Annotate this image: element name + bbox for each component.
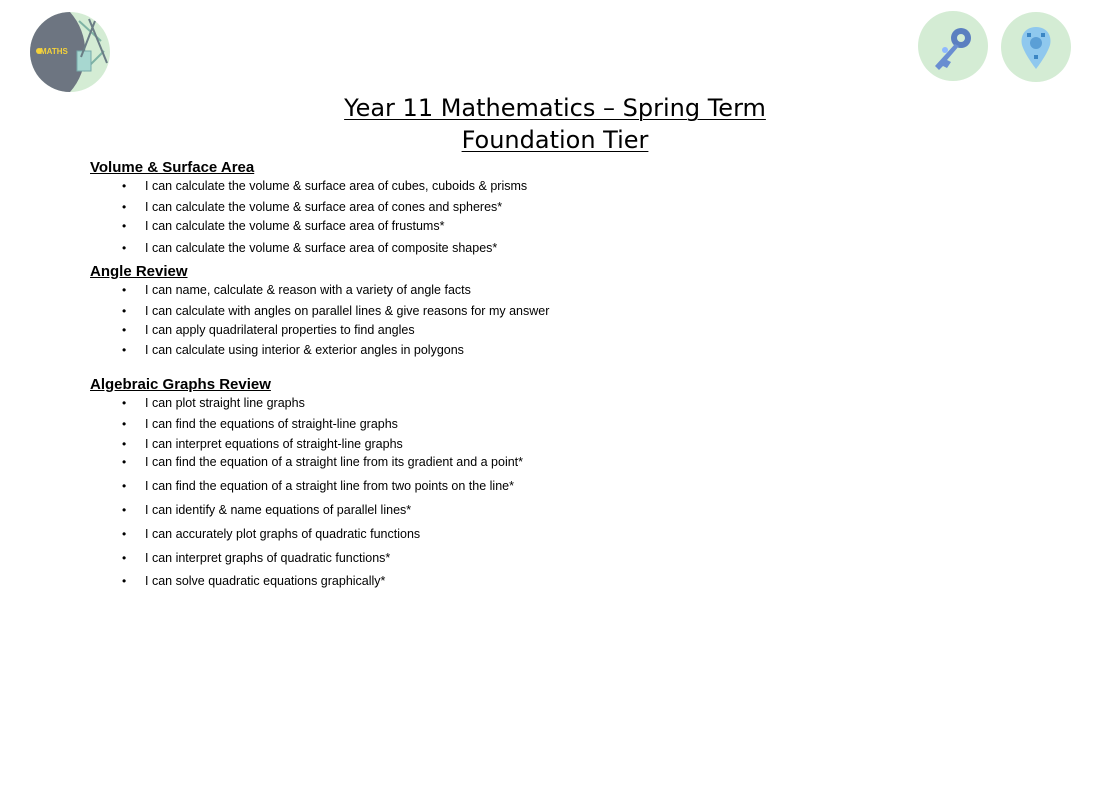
- list-item: • I can interpret equations of straight-line graphs: [145, 436, 403, 452]
- list-item: • I can calculate the volume & surface area of cones and spheres*: [145, 199, 502, 215]
- list-item: • I can apply quadrilateral properties to find angles: [145, 322, 415, 338]
- list-item: • I can name, calculate & reason with a variety of angle facts: [145, 282, 471, 298]
- list-item: • I can find the equation of a straight line from its gradient and a point*: [145, 454, 523, 470]
- list-item: • I can calculate the volume & surface area of cubes, cuboids & prisms: [145, 178, 527, 194]
- list-item: • I can calculate using interior & exterior angles in polygons: [145, 342, 464, 358]
- title-line-2: Foundation Tier: [461, 126, 649, 154]
- list-item: • I can find the equation of a straight line from two points on the line*: [145, 478, 514, 494]
- list-item: • I can solve quadratic equations graphically*: [145, 573, 385, 589]
- list-item: • I can plot straight line graphs: [145, 395, 305, 411]
- document-title: [0, 92, 1110, 156]
- section-heading-angle-review: Angle Review: [90, 263, 188, 280]
- list-item: • I can calculate the volume & surface area of composite shapes*: [145, 240, 497, 256]
- list-item: • I can accurately plot graphs of quadratic functions: [145, 526, 420, 542]
- key-logo: [917, 10, 989, 82]
- title-line-1: Year 11 Mathematics – Spring Term: [344, 94, 766, 122]
- maths-logo-text: MATHS: [40, 47, 68, 56]
- section-heading-volume-surface-area: Volume & Surface Area: [90, 159, 255, 176]
- list-item: • I can find the equations of straight-line graphs: [145, 416, 398, 432]
- list-item: • I can interpret graphs of quadratic functions*: [145, 550, 390, 566]
- section-heading-algebraic-graphs-review: Algebraic Graphs Review: [90, 376, 271, 393]
- list-item: • I can calculate with angles on parallel lines & give reasons for my answer: [145, 303, 549, 319]
- location-pin-logo: [1000, 11, 1072, 83]
- list-item: • I can identify & name equations of parallel lines*: [145, 502, 411, 518]
- maths-logo: [29, 11, 111, 93]
- list-item: • I can calculate the volume & surface area of frustums*: [145, 218, 444, 234]
